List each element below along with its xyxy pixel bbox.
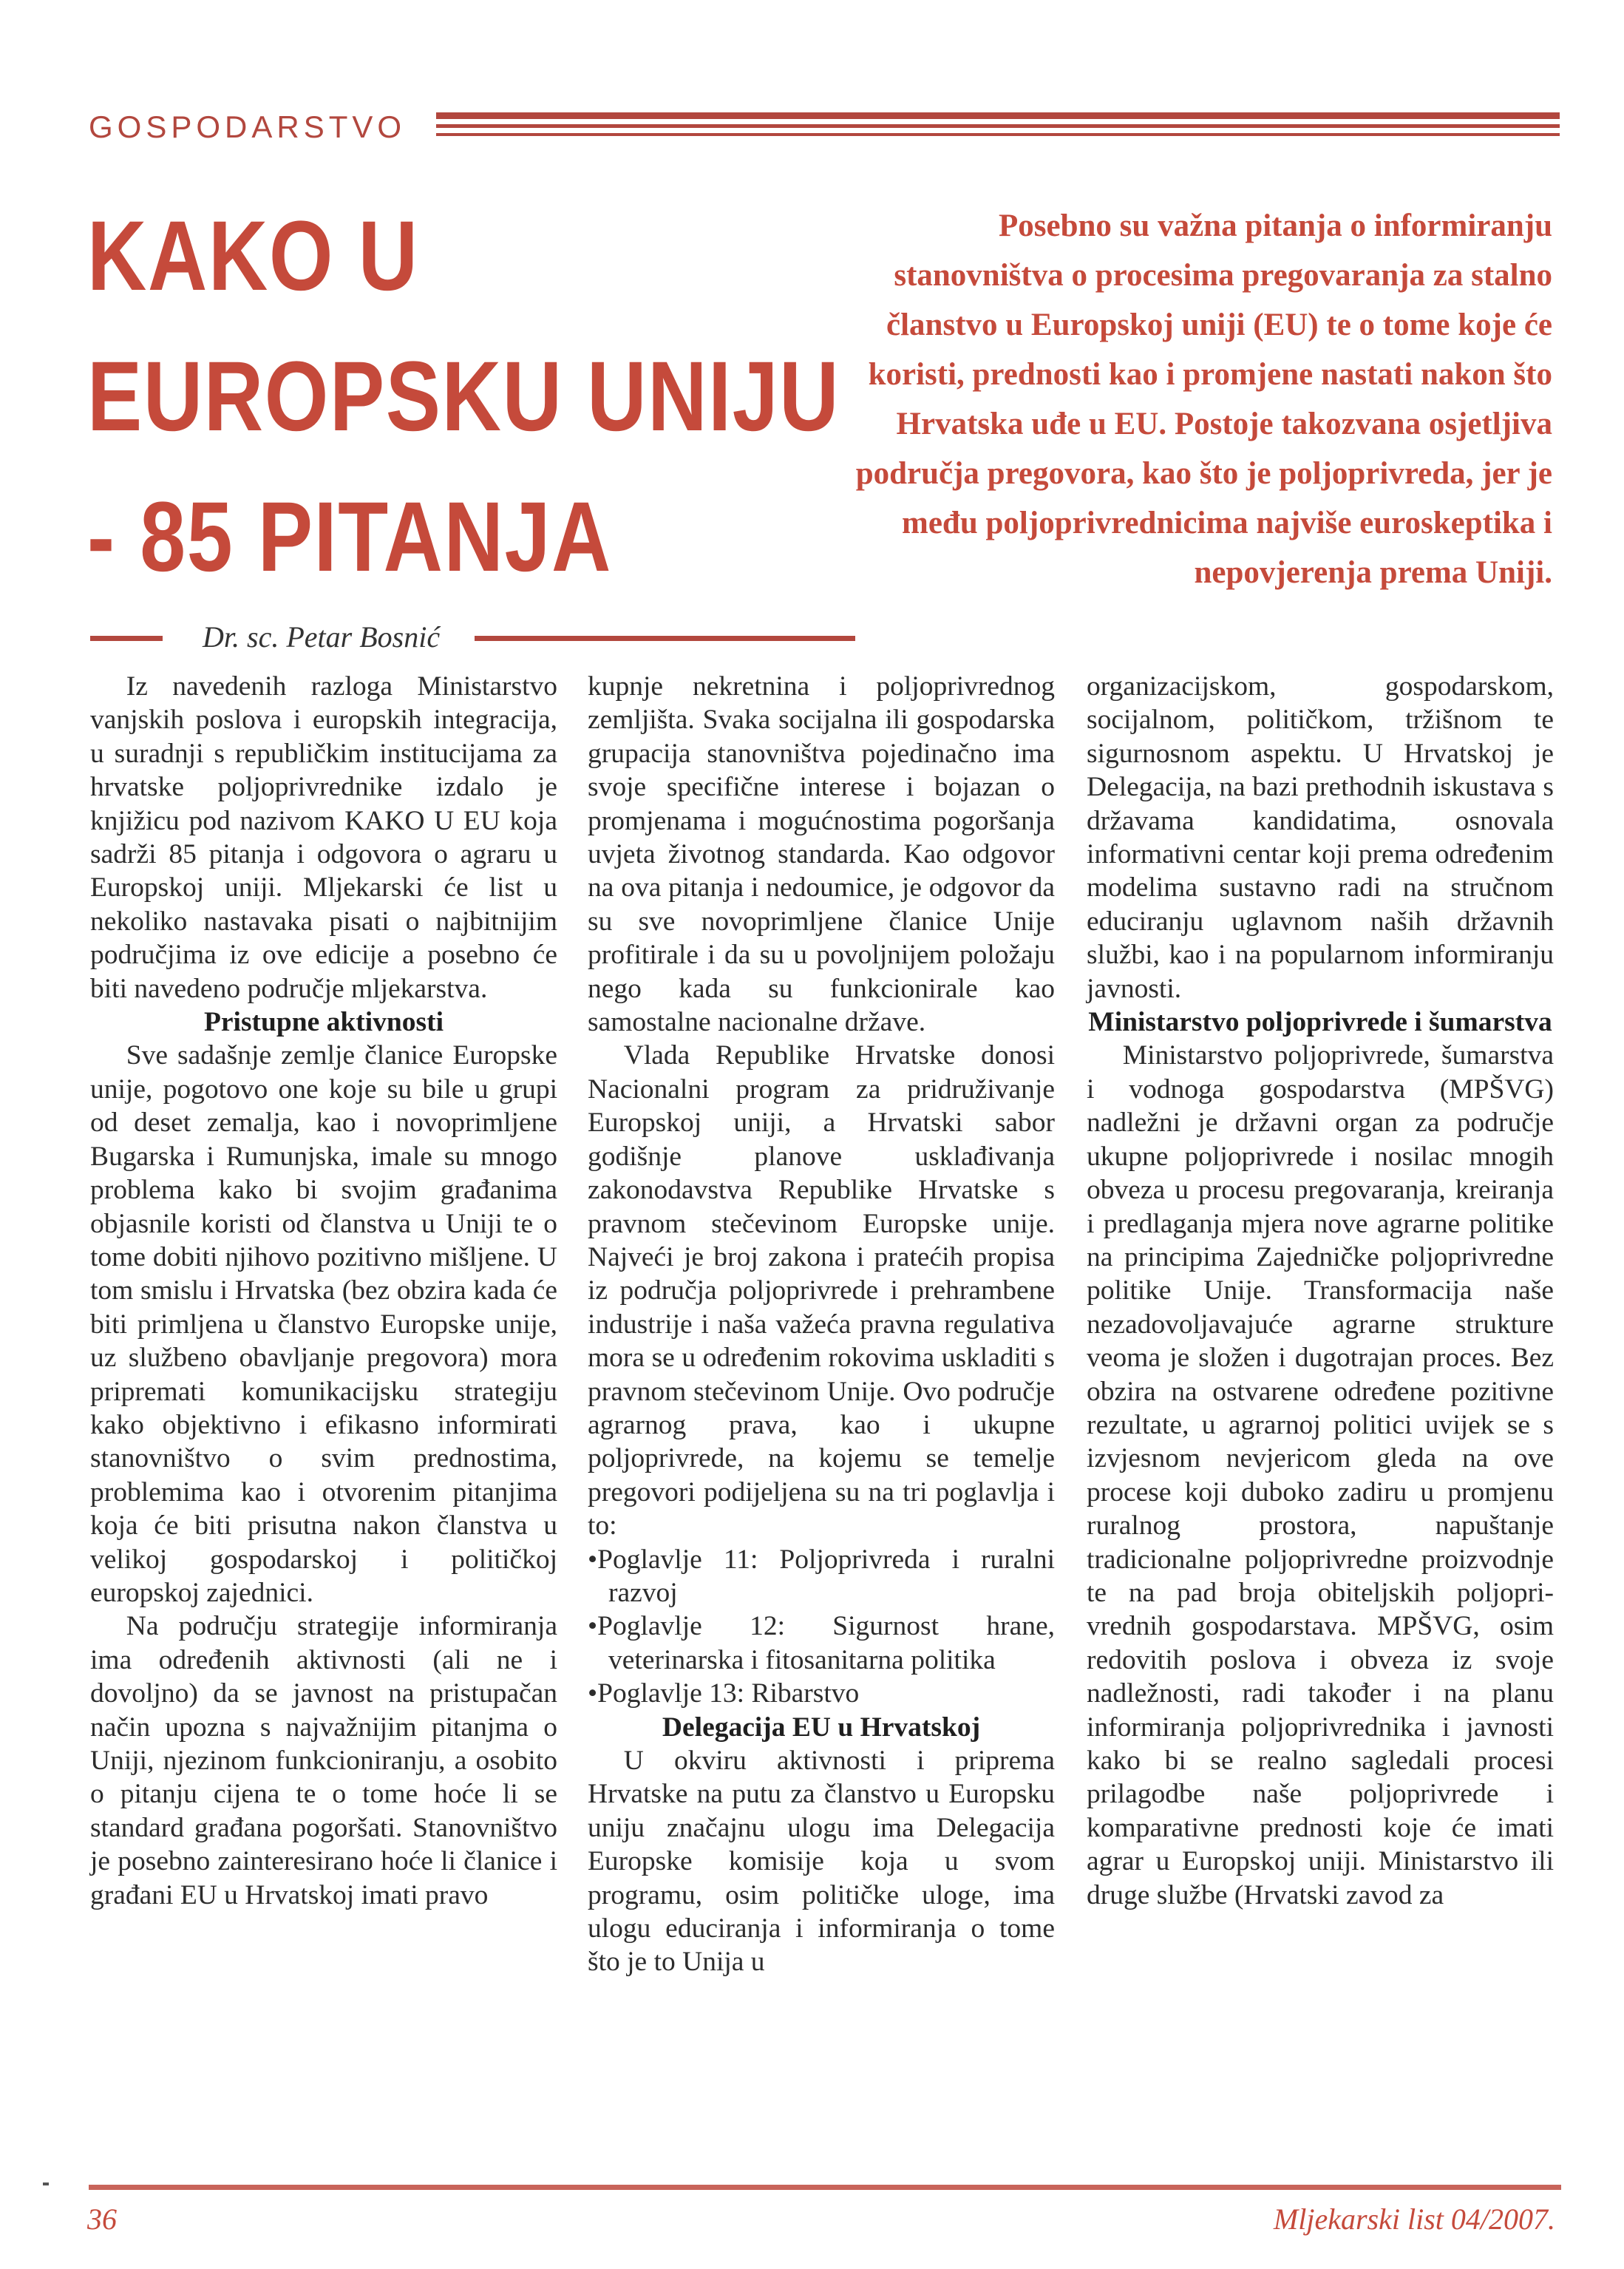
body-paragraph: U okviru aktivnosti i priprema Hrvatske na putu za članstvo u Europsku uniju značajnu ulogu ima Delegacija Europske komisije koja u svom programu, osim političke uloge, ima ulogu educiranja i informiranja o tome što je to Unija u	[588, 1746, 1055, 1978]
author: Dr. sc. Petar Bosnić	[203, 620, 441, 654]
footer-rule	[89, 2185, 1561, 2190]
subheading-ministarstvo: Ministarstvo poljoprivrede i šumarstva	[1088, 1007, 1552, 1038]
chapter-list	[588, 1543, 1055, 1711]
body-paragraph: organizacijskom, gospodarskom, socijalnom, političkom, tržišnom te sigurnosnom aspektu. U Hrvatskoj je Delegacija, na bazi prethodnih iskustava s državama kandidatima, osnovala informativni centar koji prema određenim modelima sustavno radi na stručnom educiranju uglavnom naših državnih službi, kao i na popularnom informiranju javnosti.	[1087, 671, 1554, 1004]
body-paragraph: Vlada Republike Hrvatske donosi Nacionalni program za pridruživanje Europskoj uniji, a Hrvatski sabor godišnje planove usklađivanja zakonodavstva Republike Hrvatske s pravnom stečevinom Europske unije. Najveći je broj zakona i pratećih propisa iz područja poljoprivrede i prehrambene industrije i naša važeća pravna regulativa mora se u određenim rokovima uskladiti s pravnom stečevinom Unije. Ovo područje agrarnog prava, kao i ukupne poljoprivrede, na kojemu se temelje pregovori podijeljena su na tri poglavlja i to:	[588, 1040, 1055, 1542]
body-paragraph: kupnje nekretnina i poljoprivrednog zemljišta. Svaka socijalna ili gospodarska grupacija stanovništva pojedinačno ima svoje specifične interese i bojazan o promjenama i mogućnostima pogoršanja uvjeta životnog standarda. Kao odgovor na ova pitanja i nedoumice, je odgovor da su sve novoprimljene članice Unije profitirale i da su u povoljnijem položaju nego kada su funkcionirale kao samostalne nacionalne države.	[588, 671, 1055, 1038]
byline	[90, 620, 859, 657]
body-paragraph: Iz navedenih razloga Ministarstvo vanjskih poslova i europskih integracija, u suradnji s republičkim institucijama za hrvatske poljoprivrednike izdalo je knjižicu pod nazivom KAKO U EU koja sadrži 85 pitanja i odgovora o agraru u Europskoj uniji. Mljekarski će list u nekoliko nastavaka pisati o najbitnijim područjima iz ove edicije a posebno će biti navedeno područje mljekarstva.	[90, 671, 557, 1004]
body-paragraph: Ministarstvo poljoprivrede, šumarstva i vodnoga gospodarstva (MPŠVG) nadležni je državni organ za područje ukupne poljoprivrede i nosilac mnogih obveza u procesu pregovaranja, kreiranja i predlaganja mjera nove agrarne politike na principima Zajedničke poljoprivredne politike Unije. Transformacija naše nezadovoljavajuće agrarne strukture veoma je složen i dugotrajan proces. Bez obzira na ostvarene određene pozitivne rezultate, u agrarnoj politici uvijek se s izvjesnom nevjericom gleda na ove procese koji duboko zadiru u promjenu ruralnog prostora, napuštanje tradicionalne poljoprivredne proizvodnje te na pad broja obiteljskih poljopri-vrednih gospodarstava. MPŠVG, osim redovitih poslova i obveza iz svoje nadležnosti, radi također i na planu informiranja poljoprivrednika i javnosti kako bi se realno sagledali procesi prilagodbe naše poljoprivrede i komparativne prednosti koje će imati agrar u Europskoj uniji. Ministarstvo ili druge službe (Hrvatski zavod za	[1087, 1040, 1554, 1910]
magazine-title: Mljekarski list 04/2007.	[1273, 2202, 1555, 2236]
scan-speck	[43, 2182, 49, 2185]
title-line-2: EUROPSKU UNIJU	[87, 342, 840, 452]
article-title	[87, 186, 840, 608]
title-line-3: - 85 PITANJA	[87, 482, 613, 592]
list-item: • Poglavlje 12: Sigurnost hrane, veterinarska i fitosanitarna politika	[588, 1610, 1055, 1677]
list-item: • Poglavlje 11: Poljoprivreda i ruralni razvoj	[588, 1543, 1055, 1610]
lead-paragraph: Posebno su važna pitanja o informiranju stanovništva o procesima pregovaranja za stalno članstvo u Europskoj uniji (EU) te o tome koje će koristi, prednosti kao i promjene nastati nakon što Hrvatska uđe u EU. Postoje takozvana osjetljiva područja pregovora, kao što je poljoprivreda, jer je među poljoprivrednicima najviše euroskeptika i nepovjerenja prema Uniji.	[855, 208, 1552, 590]
body-paragraph: Sve sadašnje zemlje članice Europske unije, pogotovo one koje su bile u grupi od deset zemalja, kao i novoprimljene Bugarska i Rumunjska, imale su mnogo problema kako bi svojim građanima objasnile koristi od članstva u Uniji te o tome dobiti njihovo pozitivno mišljene. U tom smislu i Hrvatska (bez obzira kada će biti primljena u članstvo Europske unije, uz službeno obavljanje pregovora) mora pripremati komunikacijsku strategiju kako objektivno i efikasno informirati stanovništvo o svim prednostima, problemima kao i otvorenim pitanjima koja će biti prisutna nakon članstva u velikoj gospodarskoj i političkoj europskoj zajednici.	[90, 1040, 557, 1608]
column-1	[90, 670, 557, 1912]
column-2	[588, 670, 1055, 1979]
title-line-1: KAKO U	[87, 201, 419, 311]
page-number: 36	[87, 2202, 117, 2236]
column-3	[1087, 670, 1554, 1912]
byline-rule-left	[90, 636, 163, 641]
section-rule	[436, 112, 1560, 138]
subheading-pristupne: Pristupne aktivnosti	[203, 1007, 444, 1038]
subheading-delegacija: Delegacija EU u Hrvatskoj	[662, 1712, 981, 1743]
list-item: • Poglavlje 13: Ribarstvo	[588, 1677, 1055, 1710]
section-label: GOSPODARSTVO	[89, 109, 407, 144]
byline-rule-right	[475, 636, 855, 641]
body-paragraph: Na području strategije informiranja ima određenih aktivnosti (ali ne i dovoljno) da se javnost na pristupačan način upozna s najvažnijim pitanjma o Uniji, njezinom funkcioniranju, a osobito o pitanju cijena te o tome hoće li se standard građana pogoršati. Stanovništvo je posebno zainteresirano hoće li članice i građani EU u Hrvatskoj imati pravo	[90, 1611, 557, 1910]
